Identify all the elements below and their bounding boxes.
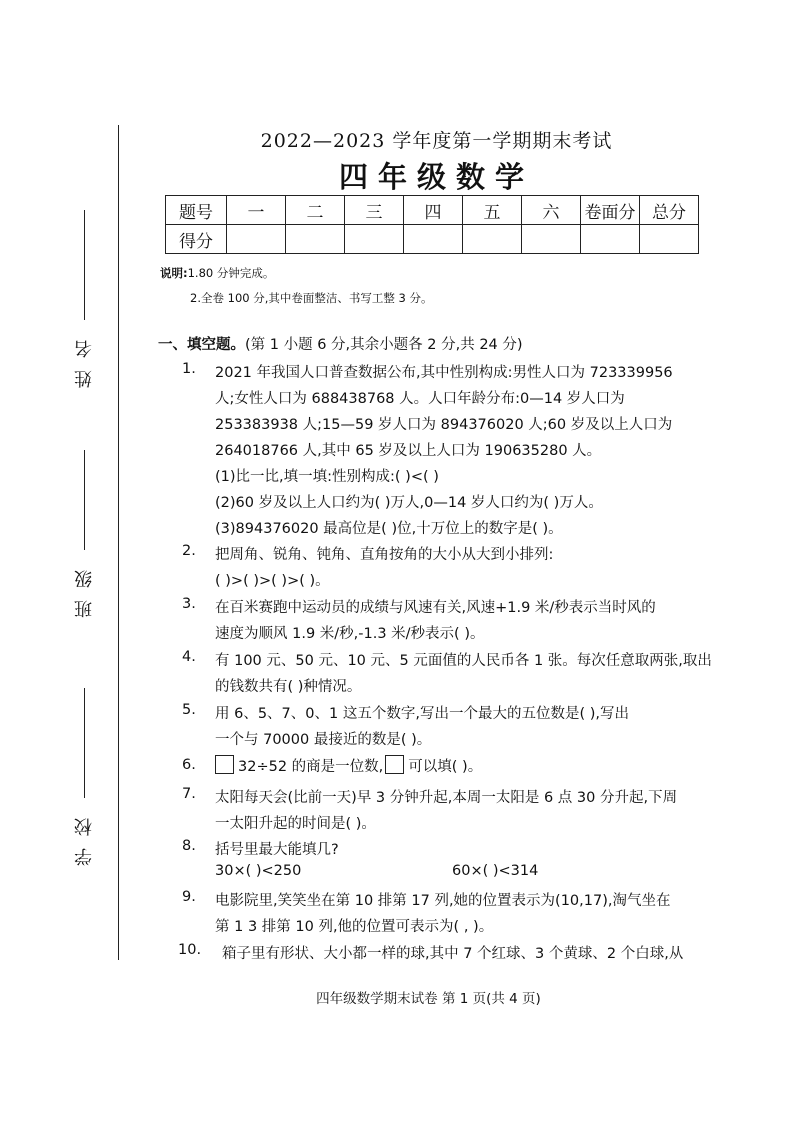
table-cell: 三 [345,196,404,225]
note-label: 说明: [160,266,188,280]
table-cell: 得分 [166,225,227,254]
score-cell[interactable] [404,225,463,254]
school-field [72,688,102,866]
question-text: 箱子里有形状、大小都一样的球,其中 7 个红球、3 个黄球、2 个白球,从 [222,946,684,962]
question-number: 6. [182,757,196,773]
sub-question[interactable]: (3)894376020 最高位是( )位,十万位上的数字是( )。 [215,521,563,537]
question-text-part: 32÷52 的商是一位数, [238,759,384,775]
exam-title: 2022—2023 学年度第一学期期末考试 [260,130,613,152]
name-underline[interactable] [84,210,85,320]
score-cell[interactable] [227,225,286,254]
answer-line[interactable]: ( )>( )>( )>( )。 [215,573,330,589]
sub-question[interactable]: (1)比一比,填一填:性别构成:( )<( ) [215,469,439,485]
blank-box[interactable] [215,755,234,774]
question-number: 10. [178,942,202,958]
question-text[interactable]: 用 6、5、7、0、1 这五个数字,写出一个最大的五位数是( ),写出 [215,706,629,722]
question-number: 1. [182,361,196,377]
question-number: 2. [182,543,196,559]
note-text: 1.80 分钟完成。 [187,266,275,280]
school-label: 学校 [74,806,95,866]
score-cell[interactable] [286,225,345,254]
section-heading [158,333,523,354]
question-text: 2021 年我国人口普查数据公布,其中性别构成:男性人口为 723339956 [215,365,673,381]
score-table-score-row [166,225,699,254]
question-text [215,755,482,776]
note-line-2: 2.全卷 100 分,其中卷面整洁、书写工整 3 分。 [190,291,433,305]
question-text[interactable]: 的钱数共有( )种情况。 [215,679,362,695]
question-text[interactable]: 速度为顺风 1.9 米/秒,-1.3 米/秒表示( )。 [215,626,485,642]
question-text: 264018766 人,其中 65 岁及以上人口为 190635280 人。 [215,443,602,459]
question-text-part[interactable]: 可以填( )。 [408,759,483,775]
table-cell: 卷面分 [581,196,640,225]
answer-line[interactable]: 30×( )<250 [215,863,302,879]
question-text[interactable]: 第 1 3 排第 10 列,他的位置可表示为( , )。 [215,919,494,935]
class-underline[interactable] [84,450,85,550]
question-number: 7. [182,786,196,802]
binding-line [118,125,119,960]
question-text: 在百米赛跑中运动员的成绩与风速有关,风速+1.9 米/秒表示当时风的 [215,600,656,616]
table-cell: 六 [522,196,581,225]
subject-title: 四年级数学 [338,160,534,194]
table-cell: 四 [404,196,463,225]
answer-line[interactable]: 60×( )<314 [452,863,539,879]
blank-box[interactable] [385,755,404,774]
table-cell: 二 [286,196,345,225]
page-footer: 四年级数学期末试卷 第 1 页(共 4 页) [316,991,541,1007]
name-field [72,210,102,388]
score-table [165,195,699,254]
school-underline[interactable] [84,688,85,798]
section-label: 一、填空题。 [158,337,245,353]
question-text: 电影院里,笑笑坐在第 10 排第 17 列,她的位置表示为(10,17),淘气坐在 [215,893,671,909]
name-label: 姓名 [74,328,95,388]
class-label: 班级 [74,558,95,618]
question-text: 有 100 元、50 元、10 元、5 元面值的人民币各 1 张。每次任意取两张,取出 [215,653,712,669]
score-cell[interactable] [463,225,522,254]
score-cell[interactable] [640,225,699,254]
note-line-1 [160,265,274,281]
question-number: 5. [182,702,196,718]
question-text: 253383938 人;15—59 岁人口为 894376020 人;60 岁及以上人口为 [215,417,673,433]
question-text: 人;女性人口为 688438768 人。人口年龄分布:0—14 岁人口为 [215,391,625,407]
question-text: 太阳每天会(比前一天)早 3 分钟升起,本周一太阳是 6 点 30 分升起,下周 [215,790,678,806]
score-cell[interactable] [345,225,404,254]
sub-question[interactable]: (2)60 岁及以上人口约为( )万人,0—14 岁人口约为( )万人。 [215,495,603,511]
table-cell: 总分 [640,196,699,225]
question-text[interactable]: 一个与 70000 最接近的数是( )。 [215,732,432,748]
class-field [72,450,102,618]
question-text[interactable]: 一太阳升起的时间是( )。 [215,816,376,832]
table-cell: 五 [463,196,522,225]
section-desc: (第 1 小题 6 分,其余小题各 2 分,共 24 分) [245,337,523,353]
score-table-header-row [166,196,699,225]
table-cell: 一 [227,196,286,225]
question-number: 9. [182,889,196,905]
question-text: 把周角、锐角、钝角、直角按角的大小从大到小排列: [215,547,554,563]
score-cell[interactable] [581,225,640,254]
question-number: 3. [182,596,196,612]
table-cell: 题号 [166,196,227,225]
question-number: 8. [182,838,196,854]
question-text: 括号里最大能填几? [215,842,339,858]
question-number: 4. [182,649,196,665]
score-cell[interactable] [522,225,581,254]
